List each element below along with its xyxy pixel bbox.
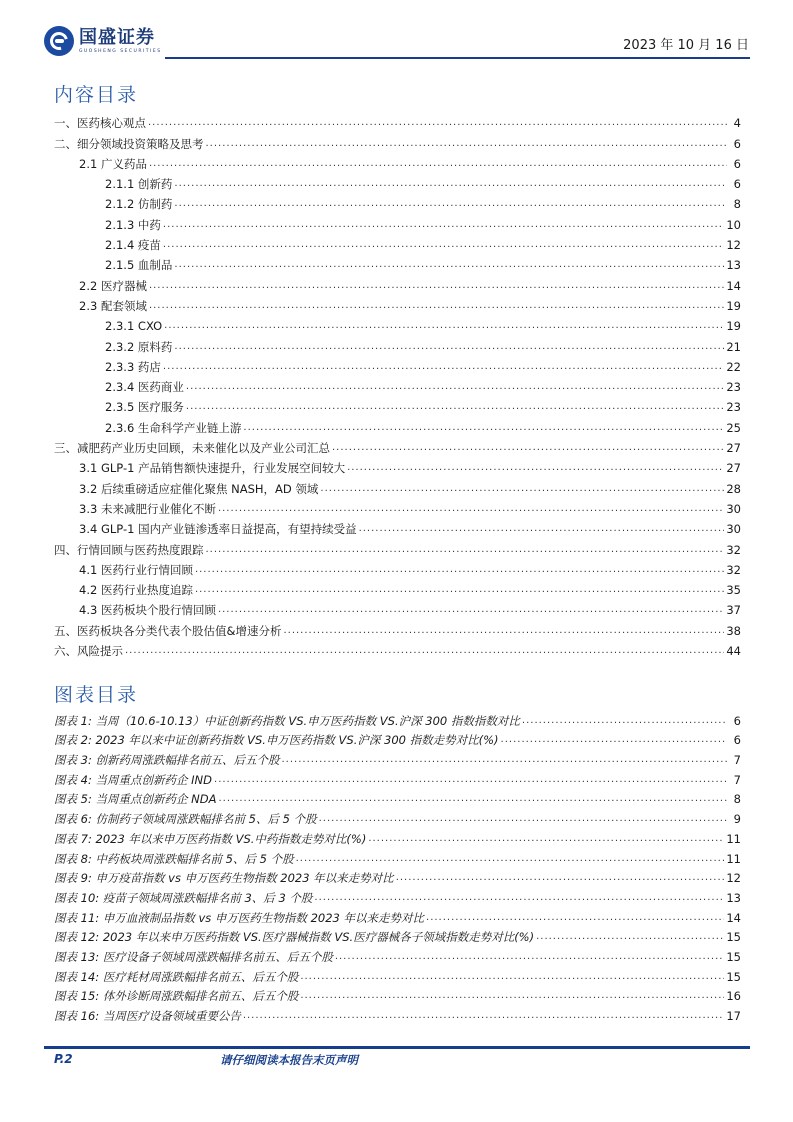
figure-entry-page-number: 9	[733, 812, 741, 827]
dot-leader	[206, 134, 728, 154]
dot-leader	[426, 908, 724, 928]
toc-entry[interactable]	[54, 133, 741, 153]
figure-entry-label: 图表 5: 当周重点创新药企 NDA	[54, 792, 217, 807]
toc-entry-label: 4.1 医药行业行情回顾	[79, 562, 193, 577]
toc-entry-page-number: 14	[726, 278, 741, 293]
dot-leader	[335, 947, 725, 967]
toc-entry-label: 五、医药板块各分类代表个股估值&增速分析	[54, 623, 282, 638]
toc-entry[interactable]	[54, 397, 741, 417]
figure-entry-label: 图表 4: 当周重点创新药企 IND	[54, 772, 213, 787]
figure-list-heading: 图表目录	[54, 684, 139, 706]
toc-entry[interactable]	[54, 357, 741, 377]
dot-leader	[163, 235, 724, 255]
toc-entry-label: 2.1.1 创新药	[105, 177, 173, 192]
toc-entry-page-number: 6	[733, 136, 741, 151]
dot-leader	[320, 479, 724, 499]
report-date: 2023 年 10 月 16 日	[623, 38, 749, 53]
toc-entry[interactable]	[54, 113, 741, 133]
figure-entry-page-number: 17	[726, 1009, 741, 1023]
toc-entry[interactable]	[54, 316, 741, 336]
toc-entry[interactable]	[54, 560, 741, 580]
dot-leader	[396, 868, 725, 888]
company-logo	[44, 26, 162, 56]
toc-entry[interactable]	[54, 458, 741, 478]
brand-name-cn: 国盛证券	[79, 27, 155, 48]
toc-entry-page-number: 30	[726, 501, 741, 516]
toc-entry-label: 2.3.4 医药商业	[105, 380, 184, 395]
figure-entry-page-number: 11	[726, 851, 741, 866]
figure-entry[interactable]	[54, 967, 741, 987]
figure-entry-page-number: 16	[726, 989, 741, 1004]
toc-entry[interactable]	[54, 519, 741, 539]
toc-entry-page-number: 6	[733, 156, 741, 171]
figure-entry[interactable]	[54, 750, 741, 770]
toc-entry[interactable]	[54, 417, 741, 437]
toc-entry-page-number: 19	[726, 298, 741, 313]
dot-leader	[174, 255, 724, 275]
figure-entry[interactable]	[54, 1006, 741, 1026]
toc-entry[interactable]	[54, 377, 741, 397]
toc-entry[interactable]	[54, 214, 741, 234]
toc-entry[interactable]	[54, 235, 741, 255]
toc-entry-page-number: 28	[726, 481, 741, 496]
toc-entry-page-number: 8	[733, 197, 741, 212]
figure-entry-page-number: 15	[726, 969, 741, 984]
figure-entry-page-number: 7	[733, 753, 741, 768]
toc-entry[interactable]	[54, 580, 741, 600]
toc-entry-page-number: 23	[726, 400, 741, 415]
dot-leader	[536, 927, 724, 947]
figure-entry[interactable]	[54, 770, 741, 790]
guosheng-logo-icon	[44, 26, 74, 56]
figure-entry-page-number: 8	[733, 792, 741, 807]
toc-entry-page-number: 10	[726, 217, 741, 232]
figure-entry[interactable]	[54, 869, 741, 889]
toc-entry-label: 四、行情回顾与医药热度跟踪	[54, 542, 204, 557]
toc-entry-label: 2.3 配套领域	[79, 298, 147, 313]
dot-leader	[149, 296, 724, 316]
toc-heading: 内容目录	[54, 84, 139, 106]
table-of-contents	[54, 113, 741, 661]
dot-leader	[174, 337, 724, 357]
toc-entry-label: 4.3 医药板块个股行情回顾	[79, 603, 216, 618]
dot-leader	[214, 770, 727, 790]
figure-entry-label: 图表 10: 疫苗子领域周涨跌幅排名前 3、后 3 个股	[54, 890, 313, 905]
toc-entry-label: 2.1 广义药品	[79, 156, 147, 171]
dot-leader	[296, 849, 725, 869]
figure-entry[interactable]	[54, 987, 741, 1007]
dot-leader	[332, 438, 724, 458]
dot-leader	[206, 540, 725, 560]
toc-entry[interactable]	[54, 641, 741, 661]
toc-entry-page-number: 21	[726, 339, 741, 354]
figure-entry-label: 图表 16: 当周医疗设备领域重要公告	[54, 1009, 241, 1023]
toc-entry-label: 2.1.3 中药	[105, 217, 161, 232]
dot-leader	[347, 458, 724, 478]
footer-divider	[44, 1046, 750, 1049]
toc-entry-label: 2.3.5 医疗服务	[105, 400, 184, 415]
toc-entry-page-number: 25	[726, 420, 741, 435]
dot-leader	[149, 276, 724, 296]
dot-leader	[283, 621, 724, 641]
figure-entry[interactable]	[54, 829, 741, 849]
header-divider	[165, 57, 750, 59]
toc-entry[interactable]	[54, 174, 741, 194]
toc-entry[interactable]	[54, 438, 741, 458]
dot-leader	[501, 730, 727, 750]
page-number: P.2	[54, 1052, 73, 1066]
dot-leader	[218, 789, 727, 809]
figure-entry-label: 图表 1: 当周（10.6-10.13）中证创新药指数 VS.申万医药指数 VS.沪深 300 指数指数对比	[54, 713, 520, 728]
figure-entry-page-number: 14	[726, 910, 741, 925]
figure-entry[interactable]	[54, 908, 741, 928]
figure-entry-label: 图表 6: 仿制药子领域周涨跌幅排名前 5、后 5 个股	[54, 812, 317, 827]
figure-entry[interactable]	[54, 731, 741, 751]
dot-leader	[149, 154, 727, 174]
toc-entry-page-number: 37	[726, 603, 741, 618]
figure-entry[interactable]	[54, 849, 741, 869]
figure-entry-page-number: 15	[726, 949, 741, 964]
figure-entry-label: 图表 12: 2023 年以来申万医药指数 VS.医疗器械指数 VS.医疗器械各子领域指数走势对比(%)	[54, 930, 535, 945]
figure-entry-label: 图表 7: 2023 年以来申万医药指数 VS.中药指数走势对比(%)	[54, 831, 367, 846]
figure-entry[interactable]	[54, 809, 741, 829]
figure-entry-label: 图表 11: 申万血液制品指数 vs 申万医药生物指数 2023 年以来走势对比	[54, 910, 425, 925]
dot-leader	[174, 174, 727, 194]
dot-leader	[186, 377, 724, 397]
toc-entry-label: 3.2 后续重磅适应症催化聚焦 NASH，AD 领域	[79, 481, 319, 496]
toc-entry-label: 3.4 GLP-1 国内产业链渗透率日益提高，有望持续受益	[79, 522, 357, 537]
figure-entry-page-number: 13	[726, 890, 741, 905]
toc-entry-page-number: 12	[726, 238, 741, 253]
figure-entry-page-number: 12	[726, 871, 741, 886]
dot-leader	[163, 357, 724, 377]
toc-entry-label: 2.1.2 仿制药	[105, 197, 173, 212]
dot-leader	[148, 113, 727, 133]
toc-entry[interactable]	[54, 499, 741, 519]
figure-entry[interactable]	[54, 928, 741, 948]
toc-entry[interactable]	[54, 336, 741, 356]
toc-entry-label: 六、风险提示	[54, 644, 123, 659]
toc-entry-page-number: 13	[726, 258, 741, 273]
dot-leader	[186, 397, 724, 417]
dot-leader	[125, 641, 724, 661]
toc-entry-page-number: 27	[726, 441, 741, 456]
toc-entry-label: 2.1.5 血制品	[105, 258, 173, 273]
dot-leader	[314, 888, 724, 908]
dot-leader	[243, 1006, 725, 1026]
toc-entry-page-number: 30	[726, 522, 741, 537]
dot-leader	[195, 580, 724, 600]
dot-leader	[300, 986, 724, 1006]
dot-leader	[174, 194, 727, 214]
figure-entry-label: 图表 2: 2023 年以来中证创新药指数 VS.申万医药指数 VS.沪深 300 指数走势对比(%)	[54, 733, 499, 748]
figure-entry-label: 图表 13: 医疗设备子领域周涨跌幅排名前五、后五个股	[54, 949, 333, 964]
toc-entry-page-number: 6	[733, 177, 741, 192]
figure-entry[interactable]	[54, 711, 741, 731]
figure-entry-page-number: 7	[733, 772, 741, 787]
dot-leader	[368, 829, 724, 849]
toc-entry-label: 三、减肥药产业历史回顾，未来催化以及产业公司汇总	[54, 441, 330, 456]
toc-entry-page-number: 23	[726, 380, 741, 395]
toc-entry[interactable]	[54, 600, 741, 620]
figure-entry[interactable]	[54, 947, 741, 967]
figure-entry-label: 图表 15: 体外诊断周涨跌幅排名前五、后五个股	[54, 989, 299, 1004]
figure-entry-label: 图表 3: 创新药周涨跌幅排名前五、后五个股	[54, 753, 280, 768]
toc-entry-page-number: 19	[726, 319, 741, 334]
toc-entry-page-number: 38	[726, 623, 741, 638]
toc-entry[interactable]	[54, 296, 741, 316]
toc-entry-label: 4.2 医药行业热度追踪	[79, 583, 193, 598]
figure-entry[interactable]	[54, 790, 741, 810]
figure-entry-label: 图表 8: 中药板块周涨跌幅排名前 5、后 5 个股	[54, 851, 294, 866]
toc-entry-page-number: 4	[733, 116, 741, 131]
toc-entry-page-number: 35	[726, 583, 741, 598]
page-header	[0, 0, 793, 70]
dot-leader	[359, 519, 725, 539]
toc-entry-label: 二、细分领域投资策略及思考	[54, 136, 204, 151]
toc-entry[interactable]	[54, 620, 741, 640]
toc-entry[interactable]	[54, 539, 741, 559]
figure-list	[54, 711, 741, 1026]
toc-entry[interactable]	[54, 154, 741, 174]
dot-leader	[218, 600, 724, 620]
toc-entry-label: 3.1 GLP-1 产品销售额快速提升，行业发展空间较大	[79, 461, 346, 476]
toc-entry[interactable]	[54, 255, 741, 275]
dot-leader	[218, 499, 724, 519]
toc-entry-label: 2.3.3 药店	[105, 359, 161, 374]
toc-entry-label: 一、医药核心观点	[54, 116, 146, 131]
toc-entry-label: 3.3 未来减肥行业催化不断	[79, 501, 216, 516]
toc-entry-page-number: 32	[726, 562, 741, 577]
figure-entry-page-number: 15	[726, 930, 741, 945]
dot-leader	[243, 418, 724, 438]
toc-entry[interactable]	[54, 478, 741, 498]
dot-leader	[164, 316, 724, 336]
figure-entry-label: 图表 9: 申万疫苗指数 vs 申万医药生物指数 2023 年以来走势对比	[54, 871, 394, 886]
dot-leader	[195, 560, 724, 580]
toc-entry-page-number: 44	[726, 644, 741, 659]
toc-entry-label: 2.1.4 疫苗	[105, 238, 161, 253]
dot-leader	[163, 215, 724, 235]
figure-entry-page-number: 6	[733, 733, 741, 748]
toc-entry-label: 2.3.1 CXO	[105, 319, 163, 334]
toc-entry-label: 2.2 医疗器械	[79, 278, 147, 293]
toc-entry[interactable]	[54, 194, 741, 214]
toc-entry-label: 2.3.2 原料药	[105, 339, 173, 354]
dot-leader	[319, 809, 727, 829]
toc-entry[interactable]	[54, 275, 741, 295]
brand-name-en: GUOSHENG SECURITIES	[79, 49, 162, 54]
figure-entry-page-number: 11	[726, 831, 741, 846]
toc-entry-page-number: 27	[726, 461, 741, 476]
dot-leader	[522, 711, 727, 731]
figure-entry-page-number: 6	[733, 713, 741, 728]
dot-leader	[300, 967, 724, 987]
disclaimer-note: 请仔细阅读本报告末页声明	[220, 1053, 358, 1067]
figure-entry[interactable]	[54, 888, 741, 908]
dot-leader	[282, 750, 728, 770]
toc-entry-page-number: 22	[726, 359, 741, 374]
figure-entry-label: 图表 14: 医疗耗材周涨跌幅排名前五、后五个股	[54, 969, 299, 984]
toc-entry-page-number: 32	[726, 542, 741, 557]
toc-entry-label: 2.3.6 生命科学产业链上游	[105, 420, 242, 435]
